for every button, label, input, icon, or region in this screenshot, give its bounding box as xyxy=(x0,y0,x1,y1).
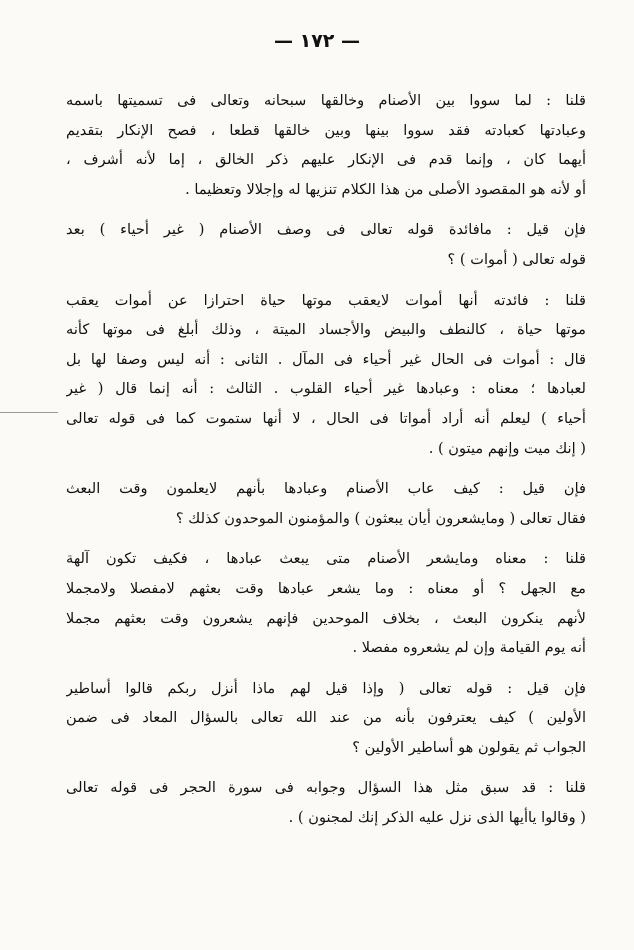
text-line: أحياء ) ليعلم أنه أراد أمواتا فى الحال ، لا أنها ستموت كما فى قوله تعالى xyxy=(66,409,586,427)
text-line: أو لأنه هو المقصود الأصلى من هذا الكلام تنزيها له وإجلالا وتعظيما . xyxy=(185,180,586,198)
paragraph-2 xyxy=(66,215,586,274)
page-body xyxy=(66,86,586,844)
paragraph-5 xyxy=(66,544,586,662)
text-line: موتها حياة ، كالنطف والبيض والأجساد الميتة ، وذلك أبلغ فى موتها كأنه xyxy=(66,321,586,339)
text-line: الأولين ) كيف يعترفون بأنه من عند الله تعالى بالسؤال المعاد فى ضمن xyxy=(66,709,586,727)
paragraph-4 xyxy=(66,474,586,533)
text-line: قلنا : معناه ومايشعر الأصنام متى يبعث عبادها ، فكيف تكون آلهة xyxy=(66,550,586,568)
text-line: ( إنك ميت وإنهم ميتون ) . xyxy=(428,439,586,457)
paragraph-1 xyxy=(66,86,586,204)
text-line: قال : أموات فى الحال غير أحياء فى المآل . الثانى : أنه ليس وصفا لها بل xyxy=(66,350,586,368)
page-number: — ١٧٢ — xyxy=(273,30,361,52)
text-line: قوله تعالى ( أموات ) ؟ xyxy=(447,250,586,268)
text-line: قلنا : قد سبق مثل هذا السؤال وجوابه فى سورة الحجر فى قوله تعالى xyxy=(66,779,586,797)
margin-rule xyxy=(0,412,58,413)
paragraph-3 xyxy=(66,286,586,464)
text-line: الجواب ثم يقولون هو أساطير الأولين ؟ xyxy=(352,738,586,756)
text-line: فإن قيل : كيف عاب الأصنام وعبادها بأنهم لايعلمون وقت البعث xyxy=(66,480,586,498)
paragraph-6 xyxy=(66,674,586,763)
text-line: لعبادها ؛ معناه : وعبادها غير أحياء القلوب . الثالث : أنه إنما قال ( غير xyxy=(66,380,586,398)
text-line: فإن قيل : مافائدة قوله تعالى فى وصف الأصنام ( غير أحياء ) بعد xyxy=(66,221,586,239)
text-line: أنه يوم القيامة وإن لم يشعروه مفصلا . xyxy=(352,639,586,657)
text-line: فقال تعالى ( ومايشعرون أيان يبعثون ) والمؤمنون الموحدون كذلك ؟ xyxy=(175,509,586,527)
text-line: قلنا : لما سووا بين الأصنام وخالقها سبحانه وتعالى فى تسميتها باسمه xyxy=(66,92,586,109)
text-line: وعبادتها كعبادته فقد سووا بينها وبين خالقها قطعا ، فصح الإنكار بتقديم xyxy=(66,121,586,139)
paragraph-7 xyxy=(66,773,586,832)
text-line: فإن قيل : قوله تعالى ( وإذا قيل لهم ماذا أنزل ربكم قالوا أساطير xyxy=(66,679,586,697)
text-line: لأنهم ينكرون البعث ، بخلاف الموحدين فإنهم يشعرون وقت بعثهم مجملا xyxy=(66,609,586,627)
text-line: أيهما كان ، وإنما قدم فى الإنكار عليهم ذكر الخالق ، إما لأنه أشرف ، xyxy=(66,151,586,169)
text-line: قلنا : فائدته أنها أموات لايعقب موتها حياة احترازا عن أموات يعقب xyxy=(66,291,586,309)
text-line: مع الجهل ؟ أو معناه : وما يشعر عبادها وقت بعثهم لامفصلا ولامجملا xyxy=(66,579,586,597)
text-line: ( وقالوا ياأيها الذى نزل عليه الذكر إنك لمجنون ) . xyxy=(288,809,586,827)
